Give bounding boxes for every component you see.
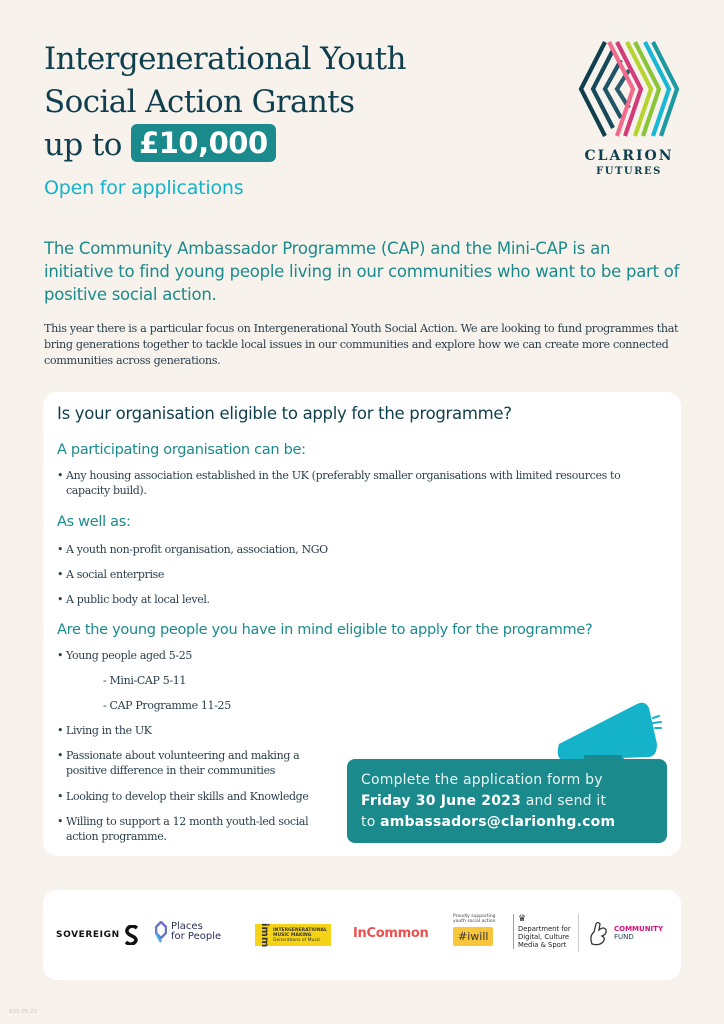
deadline: Friday 30 June 2023 [361, 793, 522, 809]
megaphone-icon [553, 700, 673, 762]
list-item: • A youth non-profit organisation, association, NGO [57, 543, 328, 556]
iwill-badge: #iwill [453, 927, 493, 946]
bullet-icon: • [57, 790, 64, 803]
list-item: • A social enterprise [57, 568, 165, 581]
imm-logo: imm INTERGENERATIONAL MUSIC MAKING Generations of Music [255, 924, 331, 946]
bullet-icon: • [57, 749, 64, 762]
pfp-mark-icon [155, 921, 167, 943]
logo-divider [578, 914, 579, 952]
title-line-1: Intergenerational Youth [44, 41, 406, 77]
incommon-logo: InCommon [353, 926, 429, 941]
community-fund-logo: COMMUNITY FUND [588, 920, 663, 946]
list-subitem: - Mini-CAP 5-11 [103, 674, 187, 687]
crossed-fingers-icon [588, 920, 610, 946]
bullet-icon: • [57, 649, 64, 662]
hexagon-stripes-icon [577, 40, 681, 138]
focus-paragraph: This year there is a particular focus on Intergenerational Youth Social Action. We are looking to fund programmes that bring generations together to tackle local issues in our communities and explore how we can create more connected communities across generations. [44, 322, 679, 367]
contact-email-link[interactable]: ambassadors@clarionhg.com [380, 814, 616, 830]
grant-amount-badge: £10,000 [131, 124, 276, 162]
bullet-icon: • [57, 593, 64, 606]
list-item: • Any housing association established in the UK (preferably smaller organisations with limited resources to capacity build). [57, 469, 621, 497]
bullet-icon: • [57, 815, 64, 828]
iwill-logo: Proudly supporting youth social action #iwill [453, 914, 495, 946]
partner-logos [43, 890, 681, 980]
list-item: • Looking to develop their skills and Knowledge [57, 790, 309, 803]
eligibility-title: Is your organisation eligible to apply for the programme? [57, 404, 512, 423]
intro-paragraph: The Community Ambassador Programme (CAP) and the Mini-CAP is an initiative to find young people living in our communities who want to be part of positive social action. [44, 239, 680, 304]
list-item: • Living in the UK [57, 724, 152, 737]
list-item: • A public body at local level. [57, 593, 210, 606]
imm-mark: imm [259, 922, 270, 948]
clarion-futures-logo [574, 40, 684, 177]
bullet-icon: • [57, 543, 64, 556]
bullet-icon: • [57, 469, 64, 482]
list-item: • Willing to support a 12 month youth-led social action programme. [57, 815, 309, 843]
print-code: 835.05.23 [9, 1009, 37, 1015]
org-heading: A participating organisation can be: [57, 442, 306, 458]
cta-line-2: Friday 30 June 2023 and send it [361, 793, 607, 809]
page-title [44, 38, 406, 167]
logo-sub: FUTURES [596, 166, 662, 177]
title-line-3 [44, 124, 406, 167]
list-item: • Young people aged 5-25 [57, 649, 193, 662]
places-for-people-logo: Places for People [155, 921, 221, 943]
logo-brand: CLARION [584, 148, 674, 164]
title-line-2: Social Action Grants [44, 84, 355, 120]
young-heading: Are the young people you have in mind eligible to apply for the programme? [57, 622, 593, 638]
sovereign-s-icon [125, 925, 139, 945]
application-cta [347, 759, 667, 843]
cta-line-1: Complete the application form by [361, 772, 603, 788]
sovereign-logo: SOVEREIGN [56, 925, 139, 945]
application-status: Open for applications [44, 177, 244, 199]
list-item: • Passionate about volunteering and making a positive difference in their communities [57, 749, 300, 777]
list-subitem: - CAP Programme 11-25 [103, 699, 231, 712]
bullet-icon: • [57, 724, 64, 737]
title-up-to: up to [44, 127, 122, 163]
dcms-logo: ♛ Department for Digital, Culture Media & Sport [513, 914, 571, 949]
crest-icon: ♛ [518, 914, 527, 924]
also-heading: As well as: [57, 514, 131, 530]
cta-line-3: to ambassadors@clarionhg.com [361, 814, 616, 830]
bullet-icon: • [57, 568, 64, 581]
